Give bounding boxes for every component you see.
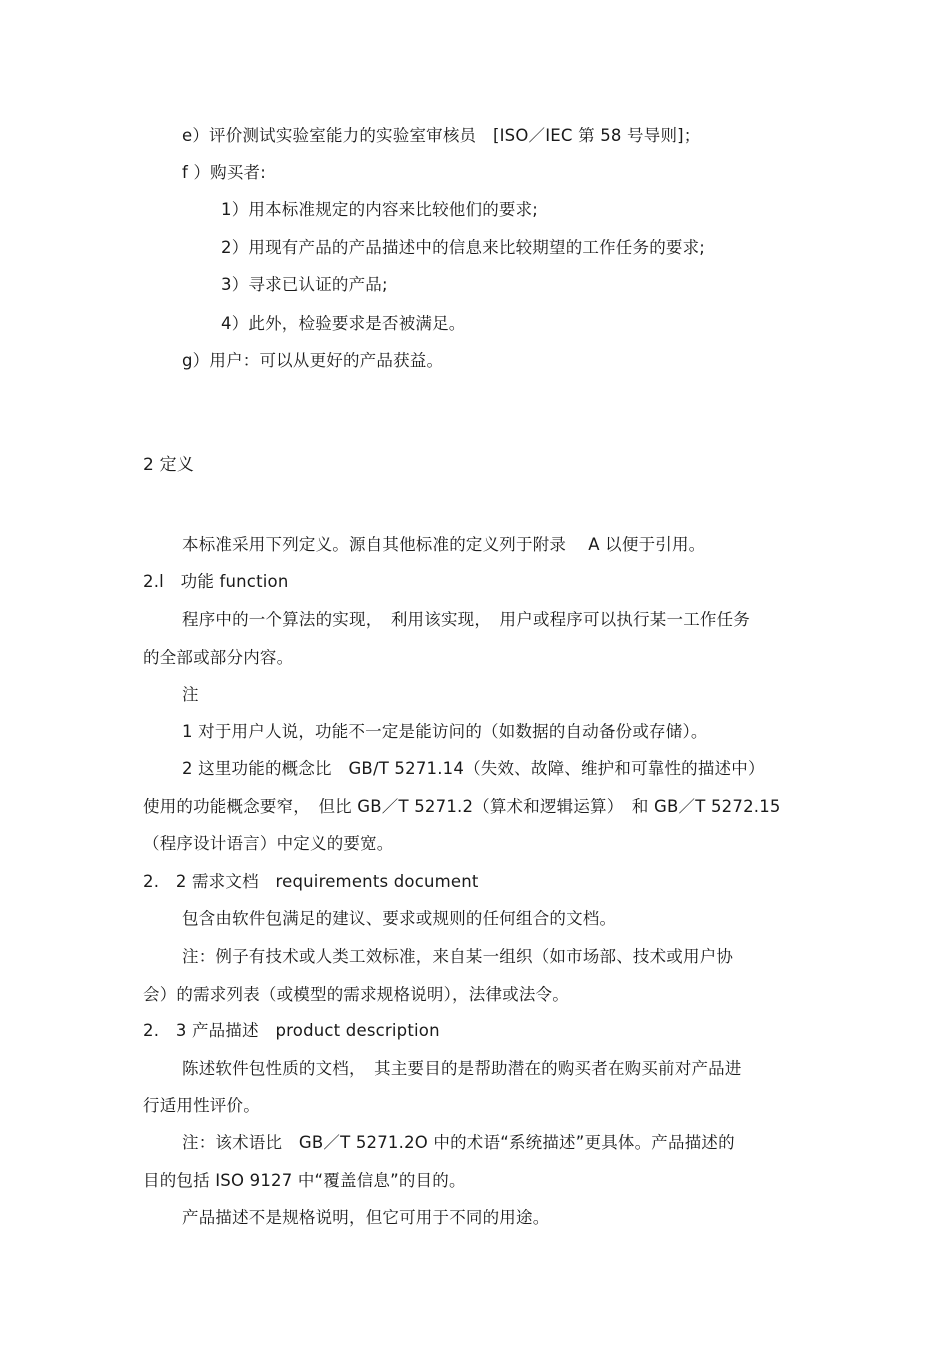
list-item-f-1: 1）用本标准规定的内容来比较他们的要求; bbox=[221, 200, 539, 219]
note-item: 会）的需求列表（或模型的需求规格说明），法律或法令。 bbox=[143, 985, 569, 1004]
definition-body: 产品描述不是规格说明，但它可用于不同的用途。 bbox=[182, 1208, 550, 1227]
note-item: 注：例子有技术或人类工效标准，来自某一组织（如市场部、技术或用户协 bbox=[182, 947, 734, 966]
list-item-f-4: 4）此外，检验要求是否被满足。 bbox=[221, 314, 466, 333]
note-label: 注 bbox=[182, 685, 199, 704]
definition-heading-product-description: 2. 3 产品描述 product description bbox=[143, 1021, 440, 1040]
note-item: 1 对于用户人说，功能不一定是能访问的（如数据的自动备份或存储）。 bbox=[182, 722, 708, 741]
note-item: （程序设计语言）中定义的要宽。 bbox=[143, 834, 394, 853]
definition-body: 程序中的一个算法的实现， 利用该实现， 用户或程序可以执行某一工作任务 bbox=[182, 610, 750, 629]
definition-heading-function: 2.l 功能 function bbox=[143, 572, 289, 591]
note-item: 使用的功能概念要窄， 但比 GB／T 5271.2（算术和逻辑运算） 和 GB／T 5272.15 bbox=[143, 797, 781, 816]
note-item: 注：该术语比 GB／T 5271.2O 中的术语“系统描述”更具体。产品描述的 bbox=[182, 1133, 735, 1152]
list-item-g: g）用户：可以从更好的产品获益。 bbox=[182, 351, 444, 370]
definition-heading-requirements: 2. 2 需求文档 requirements document bbox=[143, 872, 479, 891]
note-item: 2 这里功能的概念比 GB∕T 5271.14（失效、故障、维护和可靠性的描述中） bbox=[182, 759, 765, 778]
list-item-f: f ）购买者: bbox=[182, 163, 267, 182]
list-item-f-3: 3）寻求已认证的产品; bbox=[221, 275, 388, 294]
list-item-e: e）评价测试实验室能力的实验室审核员 [ISO／IEC 第 58 号导则]； bbox=[182, 126, 701, 145]
section-heading: 2 定义 bbox=[143, 455, 195, 475]
list-item-f-2: 2）用现有产品的产品描述中的信息来比较期望的工作任务的要求; bbox=[221, 238, 706, 257]
definition-body: 的全部或部分内容。 bbox=[143, 648, 294, 667]
note-item: 目的包括 ISO 9127 中“覆盖信息”的目的。 bbox=[143, 1171, 466, 1190]
definition-body: 行适用性评价。 bbox=[143, 1096, 260, 1115]
definition-body: 陈述软件包性质的文档， 其主要目的是帮助潜在的购买者在购买前对产品进 bbox=[182, 1059, 742, 1078]
section-intro: 本标准采用下列定义。源自其他标准的定义列于附录 A 以便于引用。 bbox=[182, 535, 706, 554]
definition-body: 包含由软件包满足的建议、要求或规则的任何组合的文档。 bbox=[182, 909, 617, 928]
